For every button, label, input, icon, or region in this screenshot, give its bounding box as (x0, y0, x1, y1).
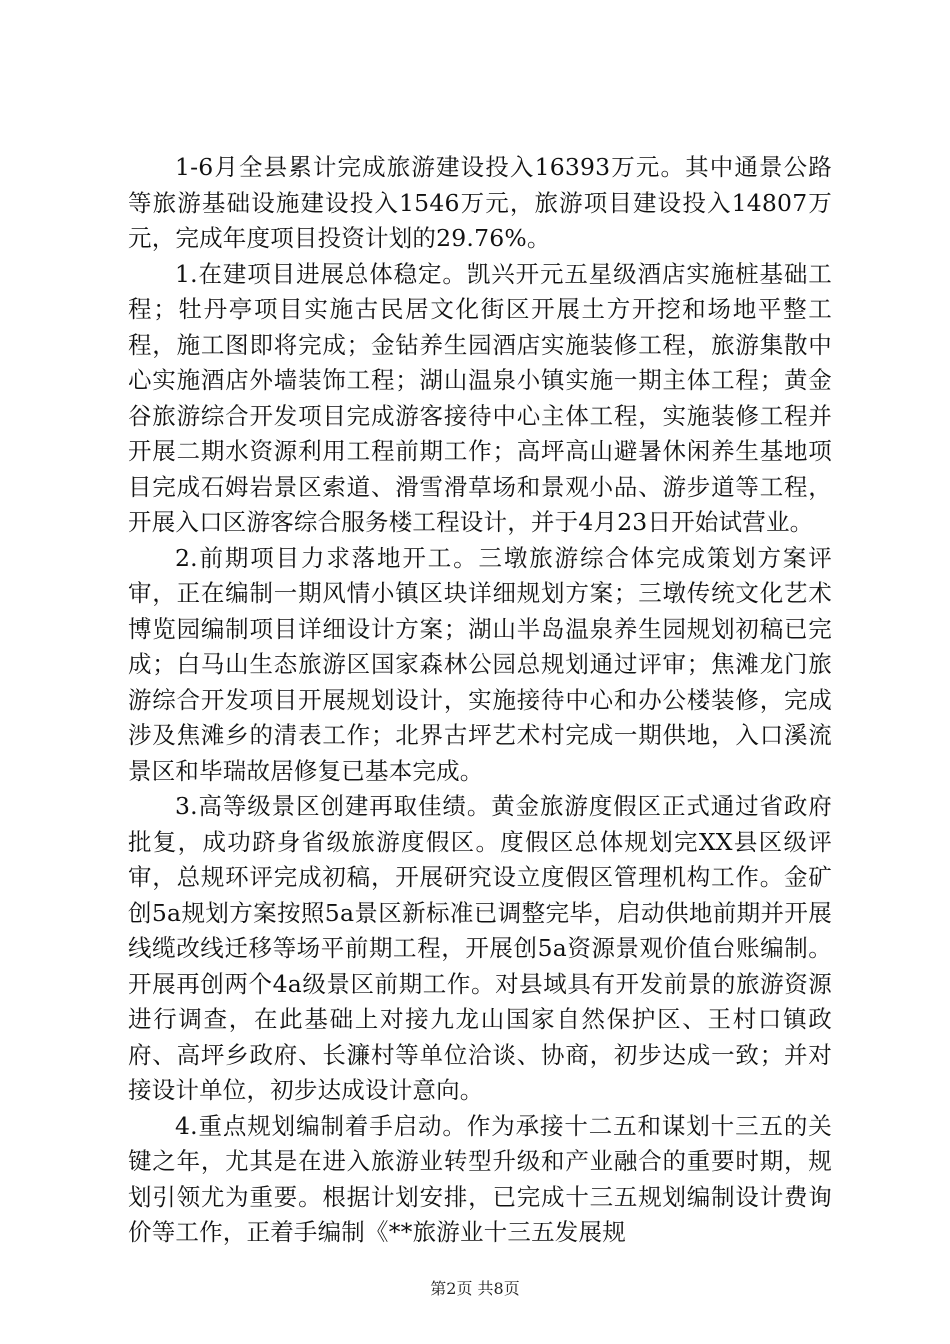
page-number-footer: 第2页 共8页 (430, 1279, 520, 1298)
paragraph-scenic-area-creation: 3.高等级景区创建再取佳绩。黄金旅游度假区正式通过省政府批复，成功跻身省级旅游度假区。度假区总体规划完XX县区级评审，总规环评完成初稿，开展研究设立度假区管理机构工作。金矿创5a规划方案按照5a景区新标准已调整完毕，启动供地前期并开展线缆改线迁移等场平前期工程，开展创5a资源景观价值台账编制。开展再创两个4a级景区前期工作。对县域具有开发前景的旅游资源进行调查，在此基础上对接九龙山国家自然保护区、王村口镇政府、高坪乡政府、长濂村等单位洽谈、协商，初步达成一致；并对接设计单位，初步达成设计意向。 (128, 792, 832, 1104)
document-body (128, 150, 832, 1251)
paragraph-investment-summary: 1-6月全县累计完成旅游建设投入16393万元。其中通景公路等旅游基础设施建设投入1546万元，旅游项目建设投入14807万元，完成年度项目投资计划的29.76%。 (128, 153, 832, 252)
paragraph-planning-compilation: 4.重点规划编制着手启动。作为承接十二五和谋划十三五的关键之年，尤其是在进入旅游业转型升级和产业融合的重要时期，规划引领尤为重要。根据计划安排，已完成十三五规划编制设计费询价等工作，正着手编制《**旅游业十三五发展规 (128, 1111, 832, 1246)
paragraph-preliminary-projects: 2.前期项目力求落地开工。三墩旅游综合体完成策划方案评审，正在编制一期风情小镇区块详细规划方案；三墩传统文化艺术博览园编制项目详细设计方案；湖山半岛温泉养生园规划初稿已完成；白马山生态旅游区国家森林公园总规划通过评审；焦滩龙门旅游综合开发项目开展规划设计，实施接待中心和办公楼装修，完成涉及焦滩乡的清表工作；北界古坪艺术村完成一期供地，入口溪流景区和毕瑞故居修复已基本完成。 (128, 543, 832, 785)
paragraph-projects-under-construction: 1.在建项目进展总体稳定。凯兴开元五星级酒店实施桩基础工程；牡丹亭项目实施古民居文化街区开展土方开挖和场地平整工程，施工图即将完成；金钻养生园酒店实施装修工程，旅游集散中心实施酒店外墙装饰工程；湖山温泉小镇实施一期主体工程；黄金谷旅游综合开发项目完成游客接待中心主体工程，实施装修工程并开展二期水资源利用工程前期工作；高坪高山避暑休闲养生基地项目完成石姆岩景区索道、滑雪滑草场和景观小品、游步道等工程，开展入口区游客综合服务楼工程设计，并于4月23日开始试营业。 (128, 259, 832, 536)
